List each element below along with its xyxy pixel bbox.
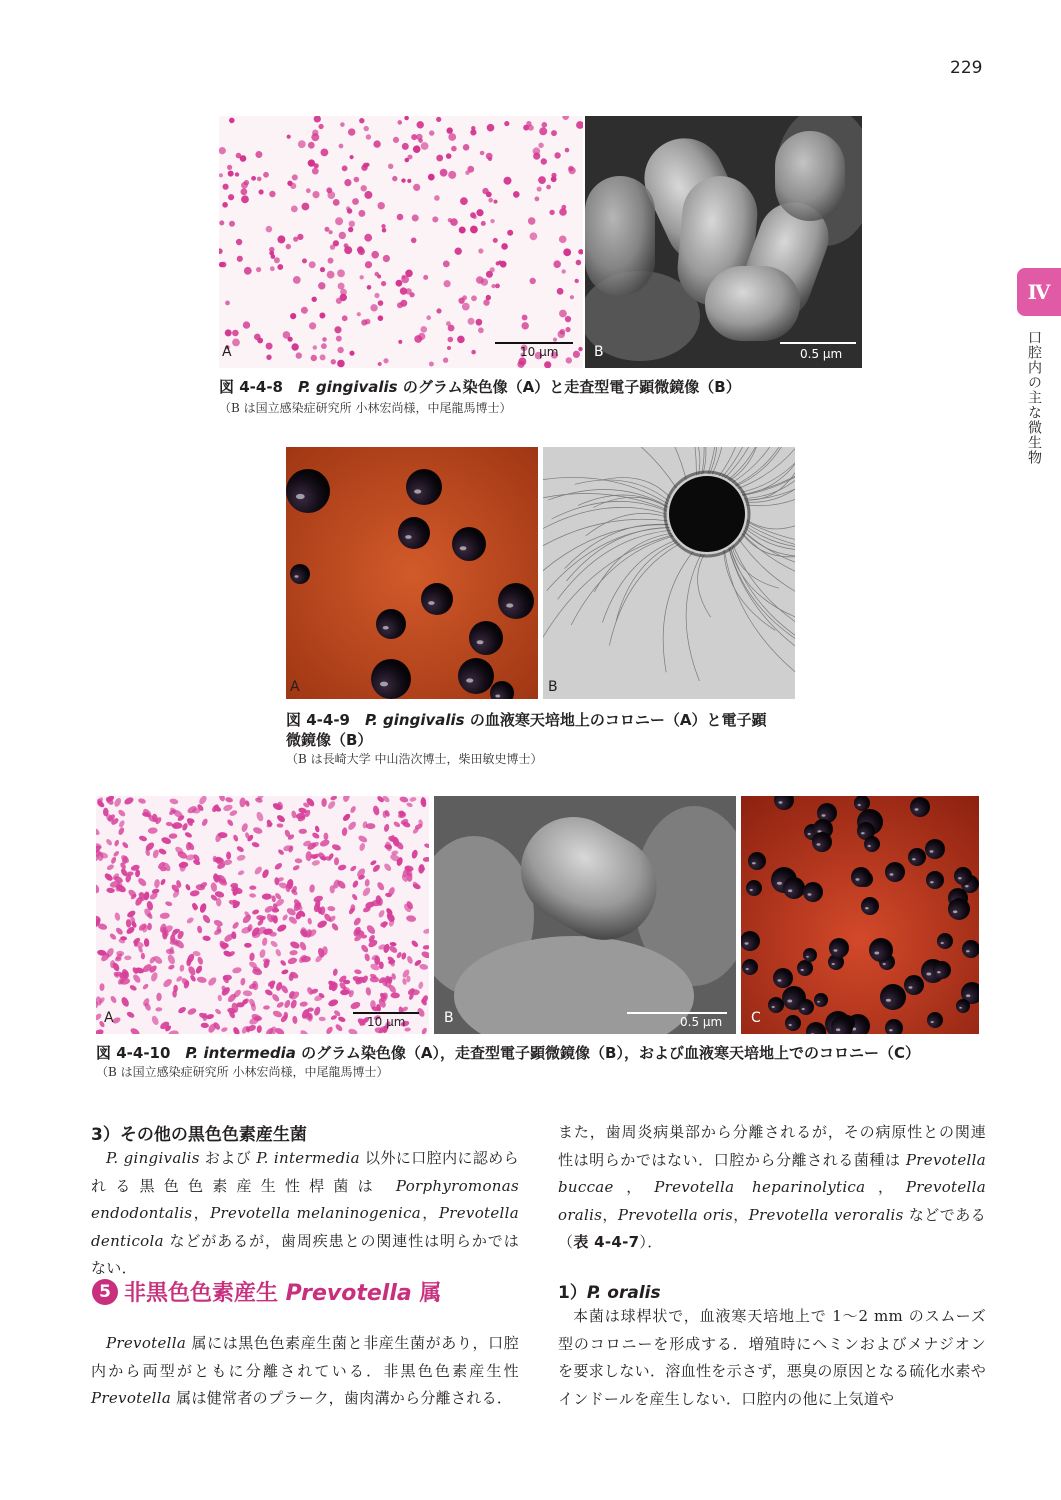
r-term-3: Prevotella oralis [558, 1178, 986, 1224]
fig3-label-c: C [751, 1010, 761, 1026]
fig1-caption-species: P. gingivalis [298, 378, 398, 396]
sem-rod-image [434, 796, 736, 1034]
subsection-heading [558, 1278, 661, 1303]
fig3-panel-c-colonies [741, 796, 979, 1034]
s3-term-3: Porphyromonas endodontalis [91, 1176, 519, 1222]
fig1-credit: （B は国立感染症研究所 小林宏尚様，中尾龍馬博士） [219, 401, 512, 415]
r-text-1: また，歯周炎病巣部から分離されるが，その病原性との関連性は明らかではない．口腔から分離される菌種は [558, 1123, 986, 1169]
r-term-4: Prevotella oris [617, 1205, 734, 1224]
fig1-scale-a: 10 μm [520, 345, 559, 359]
subsection-species: P. oralis [586, 1283, 661, 1303]
page-number: 229 [950, 58, 983, 78]
fig1-scalebar-b [780, 342, 856, 344]
s3-text-2: 以外に口腔内に認められる黒色色素産生性桿菌は [91, 1149, 519, 1195]
fig3-scalebar-b [627, 1012, 727, 1014]
fig3-caption-species: P. intermedia [185, 1044, 296, 1062]
fig2-panel-a-colonies [286, 447, 538, 699]
sem-rods-image [585, 116, 862, 368]
s3-term-4: Prevotella melaninogenica [210, 1204, 422, 1222]
r-text-5: ， [733, 1205, 749, 1224]
r-text-4: ， [602, 1205, 618, 1224]
fig1-panel-b-sem [585, 116, 862, 368]
colonies-c-image [741, 796, 979, 1034]
fig1-scalebar-a [495, 342, 573, 344]
fig3-label-b: B [444, 1010, 454, 1026]
r-paragraph-2-text: 本菌は球桿状で，血液寒天培地上で 1〜2 mm のスムーズ型のコロニーを形成する．増殖時にヘミンおよびメナジオンを要求しない．溶血性を示さず，悪臭の原因となる硫化水素やインドールを産生しない．口腔内の他に上気道や [558, 1307, 986, 1408]
section3-paragraph [91, 1145, 519, 1283]
fig2-caption [286, 710, 806, 750]
s3-text-1: および [199, 1149, 257, 1167]
fig3-panel-a-gram-stain [96, 796, 429, 1034]
fig3-scalebar-a [353, 1012, 419, 1014]
fig3-scale-a: 10 μm [367, 1015, 406, 1029]
r-term-5: Prevotella veroralis [748, 1205, 904, 1224]
fig1-caption-prefix: 図 4-4-8 [219, 378, 298, 396]
fig3-caption-prefix: 図 4-4-10 [96, 1044, 186, 1062]
fig2-caption-species: P. gingivalis [365, 711, 465, 729]
fig1-label-a: A [222, 344, 232, 360]
s5-term-2: Prevotella [91, 1389, 172, 1407]
fig1-panel-a-gram-stain [219, 116, 583, 368]
s5-text-2: 属は健常者のプラーク，歯肉溝から分離される． [171, 1389, 513, 1407]
s3-term-1: P. gingivalis [106, 1149, 200, 1167]
r-text-2: ， [613, 1178, 655, 1196]
r-term-1: Prevotella buccae [558, 1150, 986, 1196]
section5-heading-jp: 非黒色色素産生 [124, 1281, 286, 1306]
r-term-2: Prevotella heparinolytica [654, 1178, 866, 1196]
r-text-7: ）． [639, 1233, 663, 1251]
chapter-tab: Ⅳ [1017, 268, 1061, 316]
s3-text-4: ， [421, 1204, 439, 1222]
fig2-caption-rest: の血液寒天培地上のコロニー（A）と電子顕 [464, 711, 767, 729]
section3-heading: 3）その他の黒色色素産生菌 [91, 1125, 307, 1145]
section5-heading-tail: 属 [411, 1281, 442, 1306]
s3-text-5: などがあるが，歯周疾患との関連性は明らかではない． [91, 1231, 519, 1277]
fig3-caption-rest: のグラム染色像（A），走査型電子顕微鏡像（B），および血液寒天培地上でのコロニー（C） [295, 1044, 920, 1062]
right-paragraph-1 [558, 1119, 986, 1257]
gram-stain-rods [96, 796, 429, 1034]
fig1-caption-rest: のグラム染色像（A）と走査型電子顕微鏡像（B） [397, 378, 741, 396]
fig2-caption-line2: 微鏡像（B） [286, 731, 373, 749]
chapter-title: 口腔内の主な微生物 [1026, 330, 1042, 465]
s5-text-1: 属には黒色色素産生菌と非産生菌があり，口腔内から両型がともに分離されている．非黒色色素産生性 [91, 1334, 519, 1380]
right-paragraph-2 [558, 1303, 986, 1413]
section5-heading-genus: Prevotella [285, 1281, 412, 1306]
fig2-caption-prefix: 図 4-4-9 [286, 711, 365, 729]
s3-text-3: ， [192, 1204, 211, 1222]
fig3-label-a: A [104, 1010, 114, 1026]
r-text-6: などである（ [558, 1205, 986, 1251]
subsection-number: 1） [558, 1283, 587, 1303]
fig1-scale-b: 0.5 μm [800, 347, 843, 361]
section5-number: 5 [92, 1279, 118, 1305]
em-colony-image [543, 447, 795, 699]
fig2-label-b: B [548, 679, 558, 695]
s3-term-5: Prevotella denticola [91, 1204, 519, 1250]
fig3-credit: （B は国立感染症研究所 小林宏尚様，中尾龍馬博士） [96, 1065, 389, 1079]
fig3-scale-b: 0.5 μm [680, 1015, 723, 1029]
fig2-credit: （B は長崎大学 中山浩次博士，柴田敏史博士） [286, 752, 543, 766]
fig3-caption [96, 1043, 920, 1063]
colonies-image [286, 447, 538, 699]
r-text-3: ， [865, 1178, 906, 1196]
gram-stain-dots [219, 116, 583, 368]
fig3-panel-b-sem [434, 796, 736, 1034]
s3-term-2: P. intermedia [256, 1149, 360, 1167]
fig1-caption [219, 377, 741, 397]
s5-term-1: Prevotella [106, 1334, 187, 1352]
fig2-label-a: A [290, 679, 300, 695]
fig1-label-b: B [594, 344, 604, 360]
table-ref: 表 4-4-7 [573, 1233, 640, 1251]
section5-paragraph [91, 1330, 519, 1413]
fig2-panel-b-em [543, 447, 795, 699]
section5-heading [124, 1276, 441, 1307]
